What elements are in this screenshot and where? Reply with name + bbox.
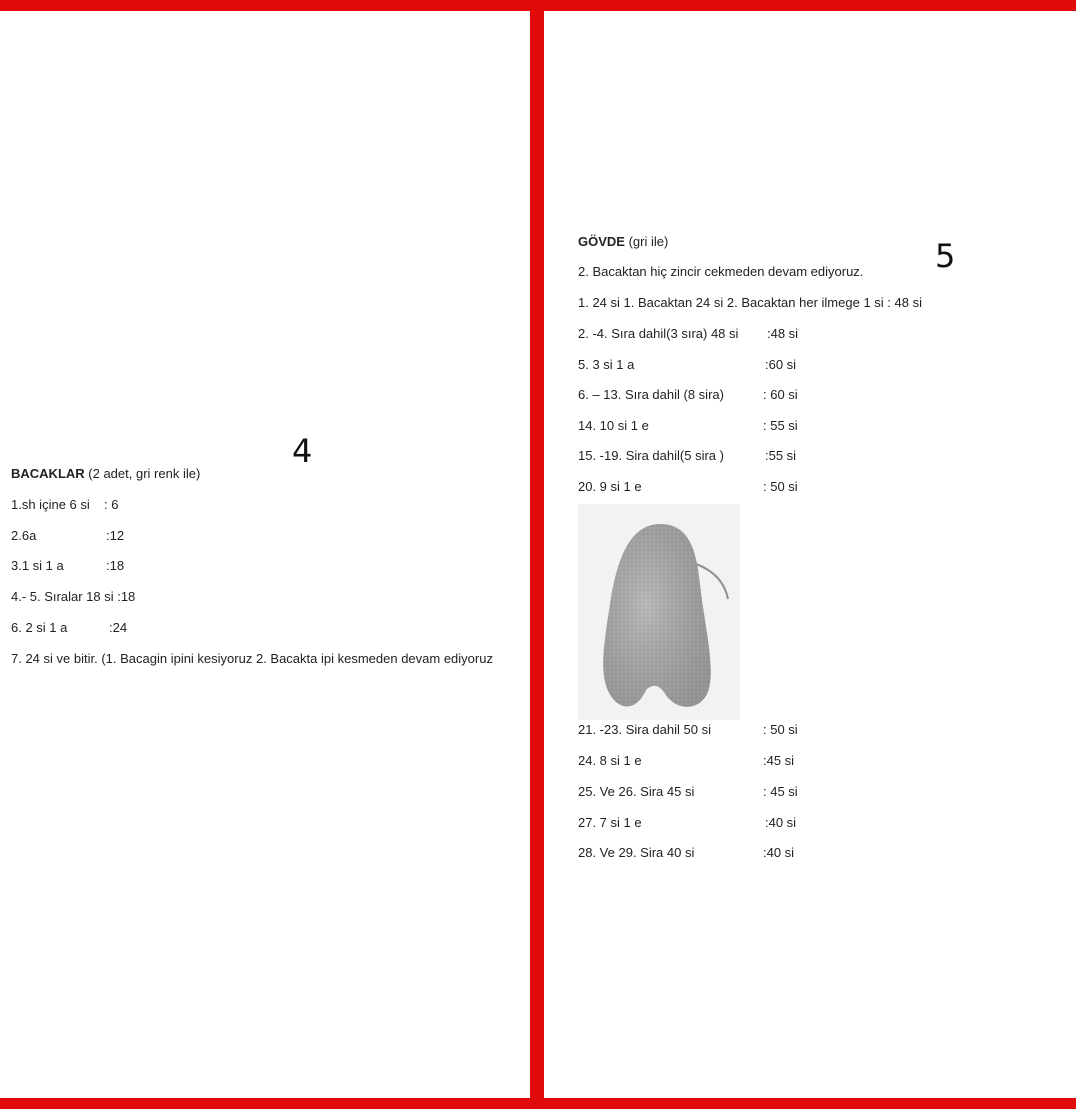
left-row-count: :24 [109,620,128,635]
right-row-text: 27. 7 si 1 e [578,815,642,830]
left-page-number: 4 [292,432,313,470]
left-row-text: 7. 24 si ve bitir. (1. Bacagin ipini kesiyoruz 2. Bacakta ipi kesmeden devam ediyoruz [11,651,493,666]
left-row-text: 4.- 5. Sıralar 18 si :18 [11,589,136,604]
left-row-text: 1.sh içine 6 si [11,497,90,512]
right-row-count: : 50 si [763,722,798,737]
right-row-text: 21. -23. Sira dahil 50 si [578,722,711,737]
right-heading-bold: GÖVDE [578,234,625,249]
right-row-1: 1. 24 si 1. Bacaktan 24 si 2. Bacaktan her ilmege 1 si : 48 si [578,295,922,310]
right-row-text: 25. Ve 26. Sira 45 si [578,784,695,799]
right-row-count: : 55 si [763,418,798,433]
left-row-count: :18 [106,558,125,573]
right-heading-note: (gri ile) [624,234,669,249]
crochet-body-illustration [578,504,740,720]
left-row-text: 6. 2 si 1 a [11,620,68,635]
right-row-text: 20. 9 si 1 e [578,479,642,494]
right-row-text: 24. 8 si 1 e [578,753,642,768]
right-row-count: : 60 si [763,387,798,402]
right-row-count: :40 si [765,815,797,830]
left-row-count: : 6 [104,497,119,512]
left-row-text: 3.1 si 1 a [11,558,64,573]
left-row-count: :12 [106,528,125,543]
right-row-count: :55 si [765,448,797,463]
crochet-body-photo [578,504,740,720]
right-page-number: 5 [935,237,956,275]
page-divider [530,0,544,1109]
right-row-count: :60 si [765,357,797,372]
right-row-text: 28. Ve 29. Sira 40 si [578,845,695,860]
right-row-text: 6. – 13. Sıra dahil (8 sira) [578,387,724,402]
left-section-heading [11,466,200,481]
left-heading-bold: BACAKLAR [11,466,85,481]
right-row-text: 15. -19. Sira dahil(5 sira ) [578,448,724,463]
left-heading-note: (2 adet, gri renk ile) [84,466,201,481]
right-section-heading [578,234,668,249]
right-row-count: :40 si [763,845,795,860]
right-row-count: : 45 si [763,784,798,799]
right-row-text: 5. 3 si 1 a [578,357,635,372]
right-row-count: :48 si [767,326,799,341]
right-row-text: 2. -4. Sıra dahil(3 sıra) 48 si [578,326,739,341]
left-row-text: 2.6a [11,528,37,543]
right-row-count: : 50 si [763,479,798,494]
right-intro-line: 2. Bacaktan hiç zincir cekmeden devam ediyoruz. [578,264,864,279]
right-row-text: 14. 10 si 1 e [578,418,649,433]
right-row-count: :45 si [763,753,795,768]
